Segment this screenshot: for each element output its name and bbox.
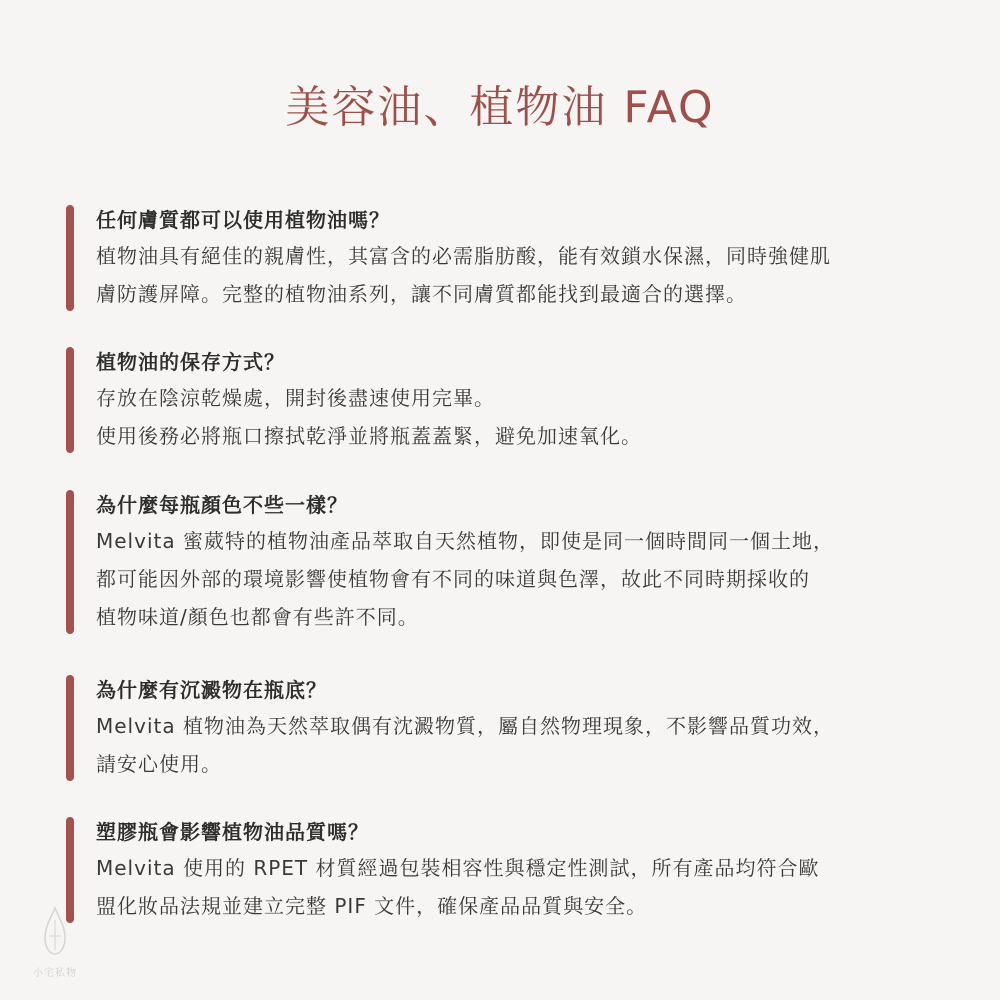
faq-answer-line: Melvita 蜜葳特的植物油產品萃取自天然植物，即使是同一個時間同一個土地， xyxy=(96,529,834,553)
faq-answer-line: 使用後務必將瓶口擦拭乾淨並將瓶蓋蓋緊，避免加速氧化。 xyxy=(96,424,642,448)
faq-answer-line: 植物油具有絕佳的親膚性，其富含的必需脂肪酸，能有效鎖水保濕，同時強健肌 xyxy=(96,244,831,268)
faq-answer-line: Melvita 使用的 RPET 材質經過包裝相容性與穩定性測試，所有產品均符合歐 xyxy=(96,856,820,880)
watermark xyxy=(26,906,84,979)
faq-accent-bar xyxy=(66,347,74,453)
watermark-text: 小宅私物 xyxy=(33,968,77,979)
faq-question: 為什麼每瓶顏色不些一樣？ xyxy=(96,493,348,517)
faq-question: 塑膠瓶會影響植物油品質嗎？ xyxy=(96,820,369,844)
faq-item-sediment xyxy=(66,673,946,783)
faq-item-skin-types xyxy=(66,203,946,313)
faq-accent-bar xyxy=(66,205,74,311)
faq-question: 任何膚質都可以使用植物油嗎？ xyxy=(96,208,390,232)
faq-accent-bar xyxy=(66,490,74,634)
vase-icon xyxy=(40,906,70,958)
faq-item-plastic-bottle xyxy=(66,815,946,925)
faq-question: 為什麼有沉澱物在瓶底？ xyxy=(96,678,327,702)
faq-answer-line: 植物味道/顏色也都會有些許不同。 xyxy=(96,605,419,629)
faq-item-color-variation xyxy=(66,488,946,636)
faq-answer-line: 存放在陰涼乾燥處，開封後盡速使用完畢。 xyxy=(96,386,495,410)
page-title: 美容油、植物油 FAQ xyxy=(285,82,715,133)
faq-item-storage xyxy=(66,345,946,455)
faq-answer-line: 都可能因外部的環境影響使植物會有不同的味道與色澤，故此不同時期採收的 xyxy=(96,567,810,591)
faq-accent-bar xyxy=(66,675,74,781)
faq-answer-line: 請安心使用。 xyxy=(96,752,222,776)
faq-question: 植物油的保存方式？ xyxy=(96,350,285,374)
faq-answer-line: Melvita 植物油為天然萃取偶有沈澱物質，屬自然物理現象，不影響品質功效， xyxy=(96,714,834,738)
faq-answer-line: 膚防護屏障。完整的植物油系列，讓不同膚質都能找到最適合的選擇。 xyxy=(96,282,747,306)
faq-answer-line: 盟化妝品法規並建立完整 PIF 文件，確保產品品質與安全。 xyxy=(96,894,648,918)
